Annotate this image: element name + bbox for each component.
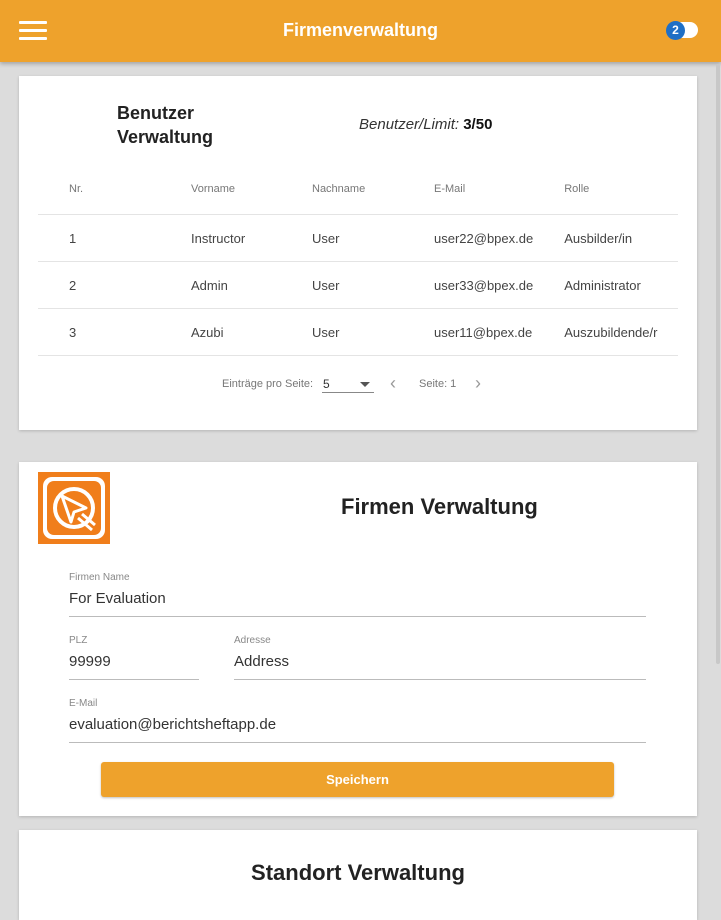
column-header-vorname[interactable]: Vorname: [160, 164, 281, 215]
cell-vorname: Admin: [160, 262, 281, 309]
cell-nachname: User: [281, 262, 403, 309]
email-field[interactable]: [69, 698, 646, 743]
address-label: Adresse: [234, 635, 271, 646]
cell-email: user33@bpex.de: [403, 262, 533, 309]
notification-toggle[interactable]: [664, 19, 700, 41]
cell-nachname: User: [281, 215, 403, 262]
plz-value: 99999: [69, 653, 111, 670]
scrollbar-thumb[interactable]: [716, 64, 720, 664]
cell-nr: 3: [38, 309, 160, 356]
page-indicator: Seite: 1: [419, 378, 457, 390]
column-header-rolle[interactable]: Rolle: [533, 164, 678, 215]
user-limit: [359, 116, 492, 133]
chevron-left-icon[interactable]: ‹: [390, 373, 396, 393]
user-limit-label: Benutzer/Limit:: [359, 116, 460, 133]
address-value: Address: [234, 653, 290, 670]
cell-rolle: Auszubildende/r: [533, 309, 678, 356]
users-table: [38, 164, 678, 356]
user-management-card: [19, 76, 697, 430]
rows-per-page-value: 5: [323, 377, 330, 391]
rows-per-page-label: Einträge pro Seite:: [222, 378, 314, 390]
cell-rolle: Administrator: [533, 262, 678, 309]
user-management-title: Benutzer Verwaltung: [117, 103, 214, 147]
user-limit-value: 3/50: [463, 116, 493, 133]
table-header-row: [38, 164, 678, 215]
table-row[interactable]: [38, 215, 678, 262]
column-header-nr[interactable]: Nr.: [38, 164, 160, 215]
email-label: E-Mail: [69, 698, 98, 709]
plz-field[interactable]: [69, 635, 199, 680]
company-name-value: For Evaluation: [69, 590, 166, 607]
table-pagination: [19, 373, 697, 397]
page-title: Firmenverwaltung: [282, 20, 439, 40]
cell-email: user22@bpex.de: [403, 215, 533, 262]
cell-vorname: Instructor: [160, 215, 281, 262]
cell-vorname: Azubi: [160, 309, 281, 356]
company-name-field[interactable]: [69, 572, 646, 617]
cell-nr: 1: [38, 215, 160, 262]
cell-nr: 2: [38, 262, 160, 309]
cell-email: user11@bpex.de: [403, 309, 533, 356]
rows-per-page-select[interactable]: [322, 374, 374, 393]
chevron-right-icon[interactable]: ›: [475, 373, 481, 393]
cell-rolle: Ausbilder/in: [533, 215, 678, 262]
table-row[interactable]: [38, 309, 678, 356]
location-management-card: [19, 830, 697, 920]
email-value: evaluation@berichtsheftapp.de: [69, 716, 277, 733]
app-bar: [0, 0, 721, 62]
company-management-title: Firmen Verwaltung: [341, 494, 538, 519]
location-management-title: Standort Verwaltung: [251, 860, 465, 885]
address-field[interactable]: [234, 635, 646, 680]
company-name-label: Firmen Name: [69, 572, 130, 583]
notification-badge: 2: [666, 21, 685, 40]
table-row[interactable]: [38, 262, 678, 309]
cell-nachname: User: [281, 309, 403, 356]
column-header-email[interactable]: E-Mail: [403, 164, 533, 215]
save-button[interactable]: Speichern: [101, 762, 614, 797]
column-header-nachname[interactable]: Nachname: [281, 164, 403, 215]
dropdown-caret-icon: [360, 382, 370, 387]
plz-label: PLZ: [69, 635, 88, 646]
company-management-card: [19, 462, 697, 816]
company-logo-icon: [38, 472, 110, 544]
